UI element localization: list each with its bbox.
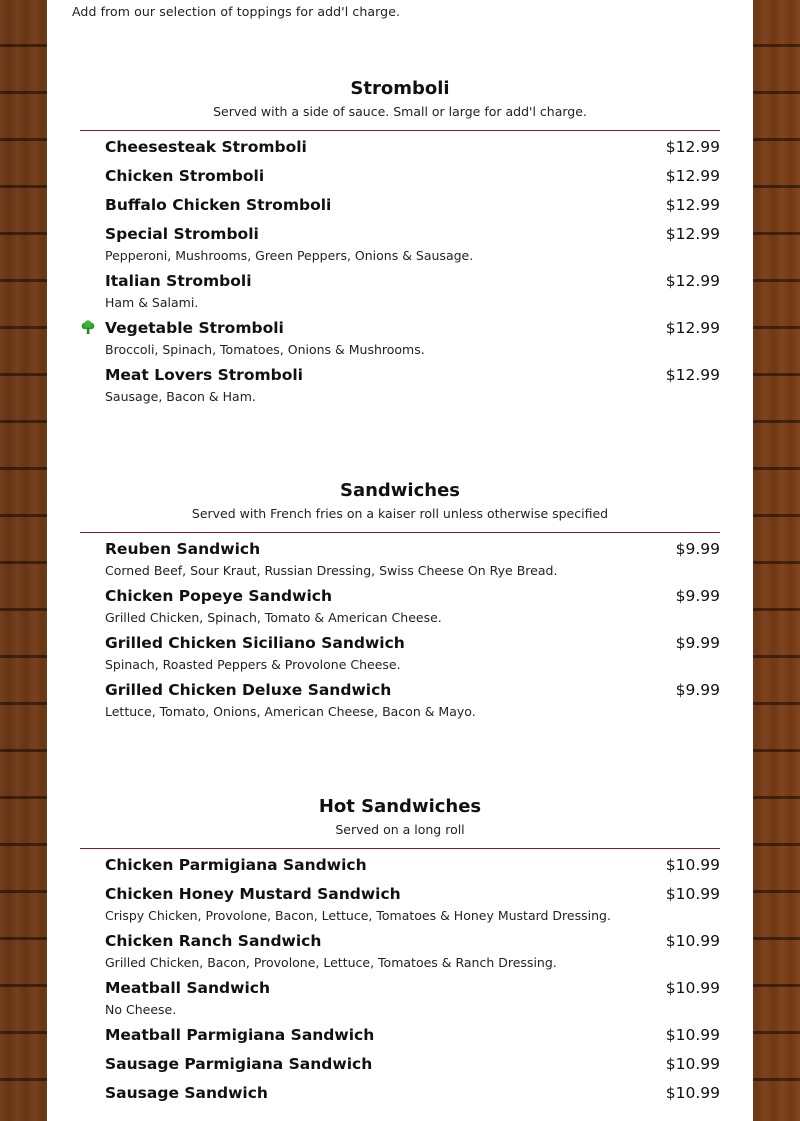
menu-item-description: Sausage, Bacon & Ham. [105,389,256,404]
menu-item-price: $12.99 [665,167,720,185]
menu-item-price: $9.99 [675,634,720,652]
menu-item [80,271,720,318]
section-subtitle: Served with French fries on a kaiser roll unless otherwise specified [191,506,609,521]
menu-item-price: $10.99 [665,932,720,950]
menu-item-name: Chicken Ranch Sandwich [105,932,322,950]
menu-item-price: $9.99 [675,587,720,605]
menu-item-row [80,166,720,195]
menu-item-name: Grilled Chicken Deluxe Sandwich [105,681,392,699]
menu-item-name: Cheesesteak Stromboli [105,138,307,156]
item-list [80,855,720,1112]
menu-item-description: Pepperoni, Mushrooms, Green Peppers, Onions & Sausage. [105,248,474,263]
menu-item-description: Lettuce, Tomato, Onions, American Cheese, Bacon & Mayo. [105,704,476,719]
menu-item-description: Grilled Chicken, Bacon, Provolone, Lettuce, Tomatoes & Ranch Dressing. [105,955,557,970]
menu-item-name: Chicken Parmigiana Sandwich [105,856,367,874]
menu-item [80,978,720,1025]
menu-item [80,137,720,166]
menu-item-description: Ham & Salami. [105,295,199,310]
menu-item [80,1083,720,1112]
menu-item-row [80,137,720,166]
menu-item-price: $10.99 [665,1084,720,1102]
menu-item-price: $9.99 [675,681,720,699]
menu-item [80,884,720,931]
section-divider [80,848,720,849]
menu-section [80,795,720,1112]
menu-item-price: $10.99 [665,1055,720,1073]
broccoli-icon [80,320,96,336]
menu-item-name: Special Stromboli [105,225,259,243]
section-title: Hot Sandwiches [318,796,482,817]
menu-item-price: $12.99 [665,272,720,290]
menu-item-description: Corned Beef, Sour Kraut, Russian Dressing, Swiss Cheese On Rye Bread. [105,563,558,578]
menu-item-price: $10.99 [665,885,720,903]
menu-item-description: Broccoli, Spinach, Tomatoes, Onions & Mushrooms. [105,342,425,357]
toppings-note: Add from our selection of toppings for add'l charge. [72,4,401,19]
menu-item-row [80,195,720,224]
menu-item-name: Chicken Honey Mustard Sandwich [105,885,401,903]
menu-item [80,195,720,224]
menu-item-price: $12.99 [665,138,720,156]
menu-item-price: $12.99 [665,366,720,384]
menu-section [80,77,720,412]
menu-item-price: $12.99 [665,319,720,337]
menu-item-name: Buffalo Chicken Stromboli [105,196,332,214]
menu-item [80,539,720,586]
menu-item-name: Chicken Stromboli [105,167,265,185]
menu-item-price: $12.99 [665,225,720,243]
menu-panel [47,0,753,1121]
menu-item-name: Grilled Chicken Siciliano Sandwich [105,634,405,652]
menu-item-name: Vegetable Stromboli [105,319,284,337]
menu-item [80,855,720,884]
menu-item-description: Spinach, Roasted Peppers & Provolone Cheese. [105,657,401,672]
section-divider [80,532,720,533]
menu-item-row [80,1054,720,1083]
menu-item [80,586,720,633]
menu-item-row [80,1025,720,1054]
menu-item-row [80,855,720,884]
section-subtitle: Served with a side of sauce. Small or large for add'l charge. [213,104,587,119]
menu-item-price: $10.99 [665,979,720,997]
menu-item [80,1054,720,1083]
section-title: Stromboli [350,78,450,99]
menu-section [80,479,720,727]
menu-item-name: Italian Stromboli [105,272,252,290]
menu-item-row [80,1083,720,1112]
menu-item-description: Grilled Chicken, Spinach, Tomato & American Cheese. [105,610,442,625]
menu-item-name: Sausage Sandwich [105,1084,268,1102]
menu-item-name: Meat Lovers Stromboli [105,366,303,384]
menu-item [80,1025,720,1054]
item-list [80,137,720,412]
menu-item [80,224,720,271]
menu-item-name: Sausage Parmigiana Sandwich [105,1055,373,1073]
menu-item [80,633,720,680]
section-divider [80,130,720,131]
menu-item-price: $12.99 [665,196,720,214]
menu-item-name: Meatball Parmigiana Sandwich [105,1026,375,1044]
menu-item-name: Reuben Sandwich [105,540,261,558]
menu-item-name: Chicken Popeye Sandwich [105,587,332,605]
menu-item [80,680,720,727]
section-subtitle: Served on a long roll [335,822,465,837]
menu-item-price: $10.99 [665,856,720,874]
menu-item-description: Crispy Chicken, Provolone, Bacon, Lettuce, Tomatoes & Honey Mustard Dressing. [105,908,611,923]
section-title: Sandwiches [339,480,460,501]
menu-item-price: $9.99 [675,540,720,558]
item-list [80,539,720,727]
menu-item [80,931,720,978]
menu-item-price: $10.99 [665,1026,720,1044]
menu-item [80,318,720,365]
menu-item [80,365,720,412]
menu-item-name: Meatball Sandwich [105,979,270,997]
menu-item-description: No Cheese. [105,1002,177,1017]
menu-item [80,166,720,195]
